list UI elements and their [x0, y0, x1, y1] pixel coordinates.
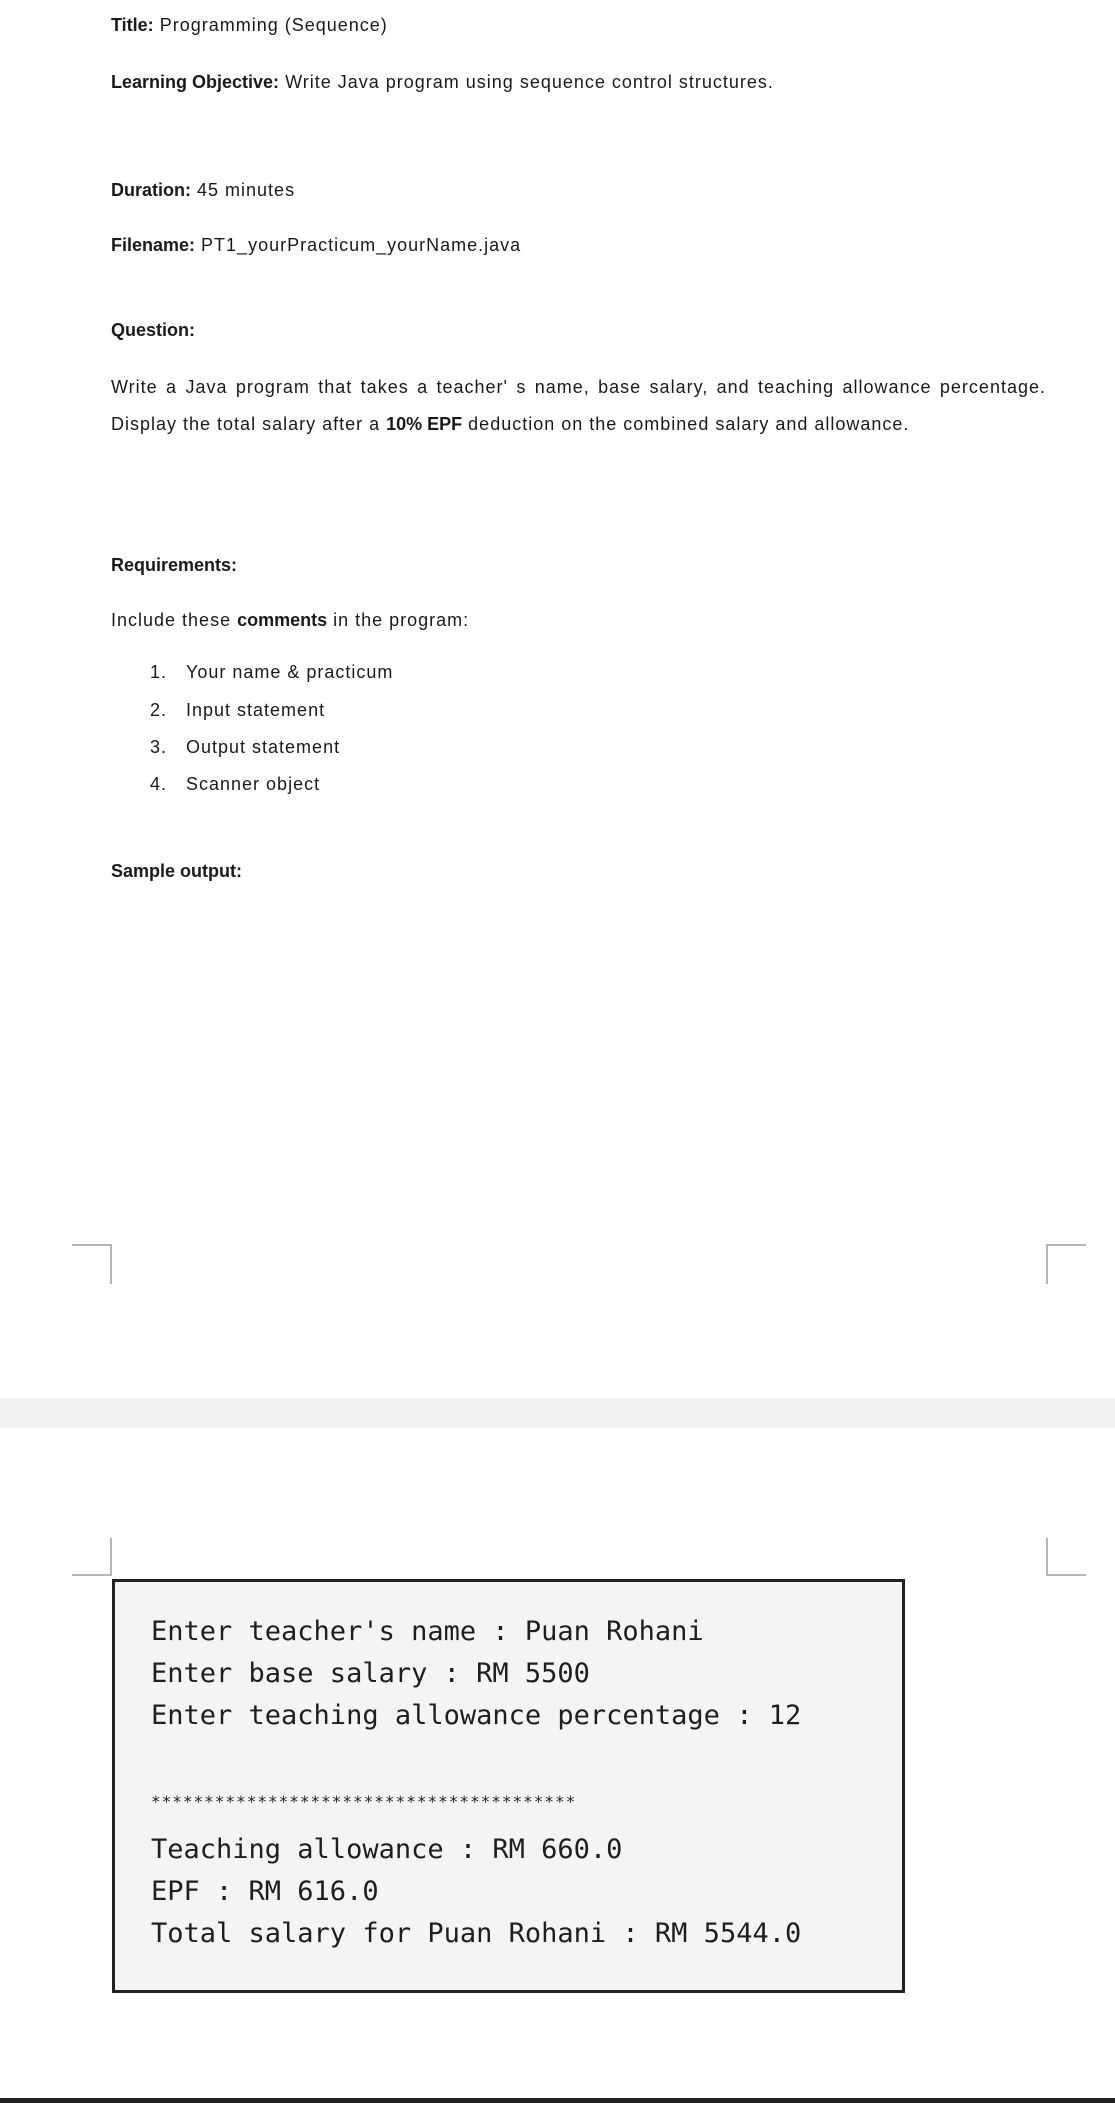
sample-output-console [112, 1579, 905, 1993]
margin-corner-mark [1046, 1538, 1086, 1576]
requirement-number: 3. [150, 737, 168, 757]
requirement-label: Your name & practicum [186, 662, 394, 682]
requirement-number: 4. [150, 774, 168, 794]
console-line: Total salary for Puan Rohani : RM 5544.0 [151, 1918, 802, 1949]
requirements-intro-part2: in the program: [327, 610, 470, 630]
requirements-heading: Requirements: [111, 555, 238, 575]
question-text [111, 369, 1046, 443]
question-heading: Question: [111, 320, 195, 340]
title-value: Programming (Sequence) [159, 15, 388, 35]
requirements-intro [111, 610, 469, 631]
filename-line [111, 235, 521, 256]
requirement-label: Output statement [186, 737, 341, 757]
requirement-number: 2. [150, 700, 168, 720]
requirement-label: Scanner object [186, 774, 321, 794]
console-line: Teaching allowance : RM 660.0 [151, 1834, 623, 1865]
objective-label: Learning Objective: [111, 72, 280, 92]
filename-value: PT1_yourPracticum_yourName.java [201, 235, 522, 255]
question-text-part1: Write a Java program that takes a teacher' s name, base salary, and teaching allowance percentage. Display the total salary after a [111, 377, 1046, 434]
title-label: Title: [111, 15, 154, 35]
margin-corner-mark [1046, 1244, 1086, 1284]
requirements-intro-bold: comments [237, 610, 328, 630]
bottom-edge-bar [0, 2098, 1115, 2103]
requirement-item [150, 737, 340, 758]
console-line: EPF : RM 616.0 [151, 1876, 379, 1907]
duration-label: Duration: [111, 180, 191, 200]
duration-value: 45 minutes [197, 180, 296, 200]
objective-line [111, 72, 774, 93]
page-gap [0, 1398, 1115, 1428]
requirement-label: Input statement [186, 700, 326, 720]
question-text-bold: 10% EPF [386, 414, 463, 434]
console-line: Enter teaching allowance percentage : 12 [151, 1700, 802, 1731]
margin-corner-mark [72, 1538, 112, 1576]
sample-output-heading: Sample output: [111, 861, 242, 881]
console-line: Enter teacher's name : Puan Rohani [151, 1616, 704, 1647]
margin-corner-mark [72, 1244, 112, 1284]
console-line: Enter base salary : RM 5500 [151, 1658, 590, 1689]
filename-label: Filename: [111, 235, 196, 255]
console-separator: **************************************** [151, 1792, 577, 1811]
question-text-part2: deduction on the combined salary and allowance. [462, 414, 910, 434]
requirement-item [150, 774, 320, 795]
requirements-intro-part1: Include these [111, 610, 238, 630]
requirement-item [150, 700, 325, 721]
title-line [111, 15, 388, 36]
requirement-item [150, 662, 393, 683]
duration-line [111, 180, 295, 201]
requirement-number: 1. [150, 662, 168, 682]
objective-value: Write Java program using sequence control structures. [285, 72, 774, 92]
